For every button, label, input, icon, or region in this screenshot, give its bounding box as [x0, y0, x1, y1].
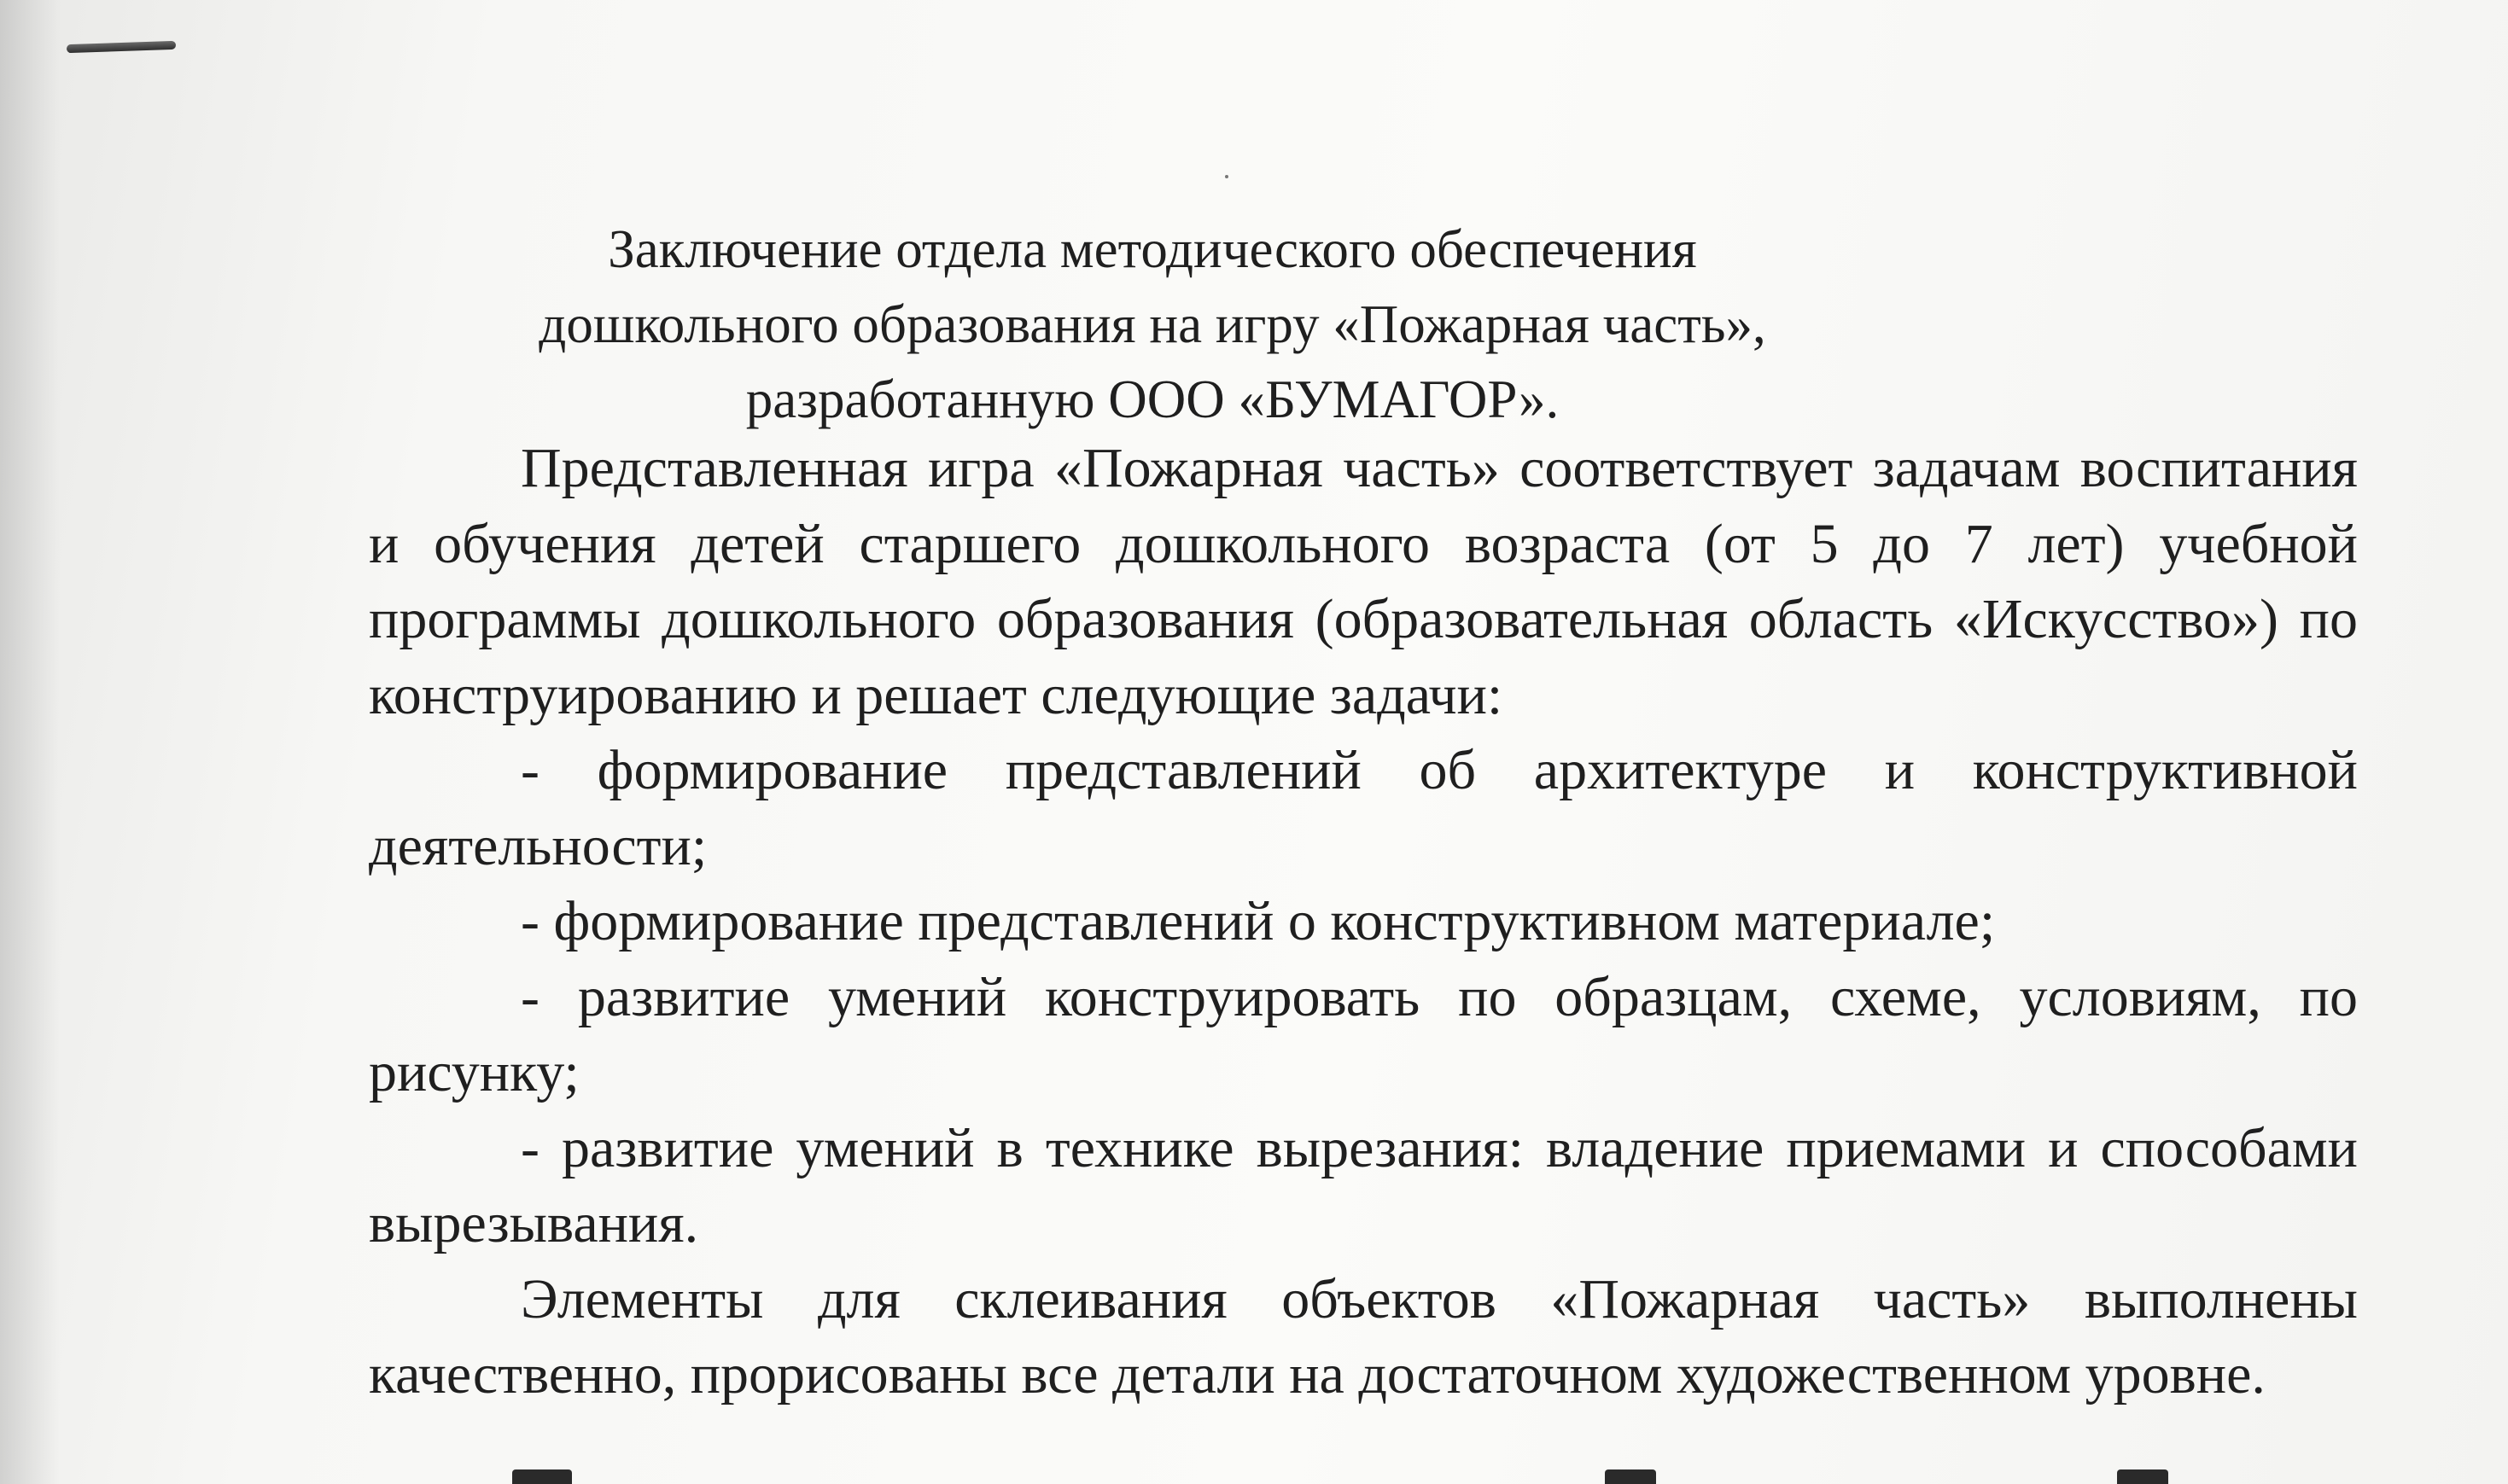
cut-off-glyph: [512, 1469, 572, 1484]
paragraph-elements: Элементы для склеивания объектов «Пожарная часть» выполнены качественно, прорисованы все детали на достаточном художественном уровне.: [369, 1267, 2358, 1405]
title-line-3: разработанную ООО «БУМАГОР».: [745, 370, 1560, 429]
paragraph-intro: Представленная игра «Пожарная часть» соответствует задачам воспитания и обучения детей старшего дошкольного возраста (от 5 до 7 лет) учебной программы дошкольного образования (образовательная область «Искусство») по конструированию и решает следующие задачи:: [369, 437, 2358, 726]
list-item-architecture: - формирование представлений об архитектуре и конструктивной деятельности;: [369, 739, 2358, 877]
list-item-constructing: - развитие умений конструировать по образцам, схеме, условиям, по рисунку;: [369, 965, 2358, 1103]
document-body: [369, 431, 2358, 1413]
title-line-2: дошкольного образования на игру «Пожарная часть»,: [539, 294, 1766, 354]
list-item-material: - формирование представлений о конструктивном материале;: [521, 890, 1996, 952]
cut-off-glyph: [2117, 1469, 2168, 1484]
title-line-1: Заключение отдела методического обеспечения: [608, 219, 1697, 279]
list-item-cutting: - развитие умений в технике вырезания: владение приемами и способами вырезывания.: [369, 1116, 2358, 1254]
cut-off-text-line: [512, 1451, 2390, 1484]
cut-off-glyph: [1605, 1469, 1656, 1484]
